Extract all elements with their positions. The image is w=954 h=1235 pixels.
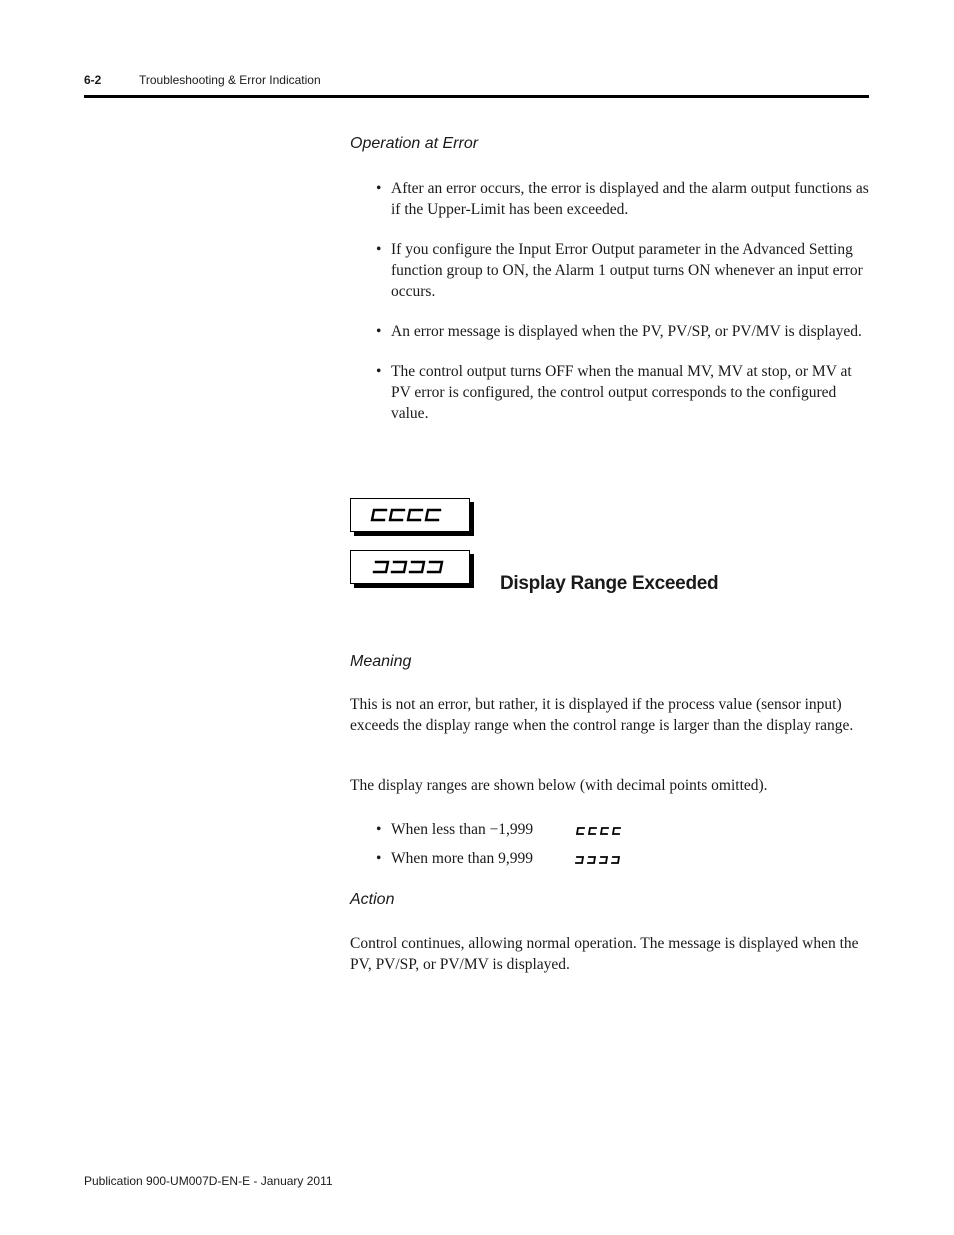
range-text: When less than −1,999 bbox=[391, 821, 534, 838]
range-text: When more than 9,999 bbox=[391, 850, 534, 867]
list-item: • If you configure the Input Error Output parameter in the Advanced Setting function group to ON, the Alarm 1 output turns ON whenever an input error occurs. bbox=[376, 239, 871, 302]
page-number: 6-2 bbox=[84, 73, 102, 87]
section-heading: Display Range Exceeded bbox=[500, 573, 719, 594]
header-rule bbox=[84, 95, 869, 98]
list-item bbox=[376, 848, 575, 877]
meaning-subheading: Meaning bbox=[350, 653, 412, 670]
list-item: • An error message is displayed when the PV, PV/SP, or PV/MV is displayed. bbox=[376, 321, 871, 342]
led-display-reverse-c-icon bbox=[350, 550, 470, 584]
action-paragraph: Control continues, allowing normal operation. The message is displayed when the PV, PV/SP, or PV/MV is displayed. bbox=[350, 935, 859, 973]
led-display-cccc-icon bbox=[350, 498, 470, 532]
action-subheading: Action bbox=[350, 891, 395, 908]
reverse-cccc-glyph-icon bbox=[575, 853, 627, 867]
range-list bbox=[376, 819, 575, 877]
publication-footer: Publication 900-UM007D-EN-E - January 2011 bbox=[84, 1174, 333, 1188]
section-title: Troubleshooting & Error Indication bbox=[139, 73, 321, 87]
operation-subheading: Operation at Error bbox=[350, 135, 479, 152]
cccc-glyph-icon bbox=[575, 824, 627, 838]
operation-bullet-list bbox=[376, 178, 871, 443]
list-item bbox=[376, 819, 575, 848]
list-item: • The control output turns OFF when the manual MV, MV at stop, or MV at PV error is configured, the control output corresponds to the configured value. bbox=[376, 361, 871, 424]
ranges-intro-paragraph: The display ranges are shown below (with decimal points omitted). bbox=[350, 777, 768, 794]
meaning-paragraph: This is not an error, but rather, it is displayed if the process value (sensor input) exceeds the display range when the control range is larger than the display range. bbox=[350, 696, 854, 734]
list-item: • After an error occurs, the error is displayed and the alarm output functions as if the Upper-Limit has been exceeded. bbox=[376, 178, 871, 220]
